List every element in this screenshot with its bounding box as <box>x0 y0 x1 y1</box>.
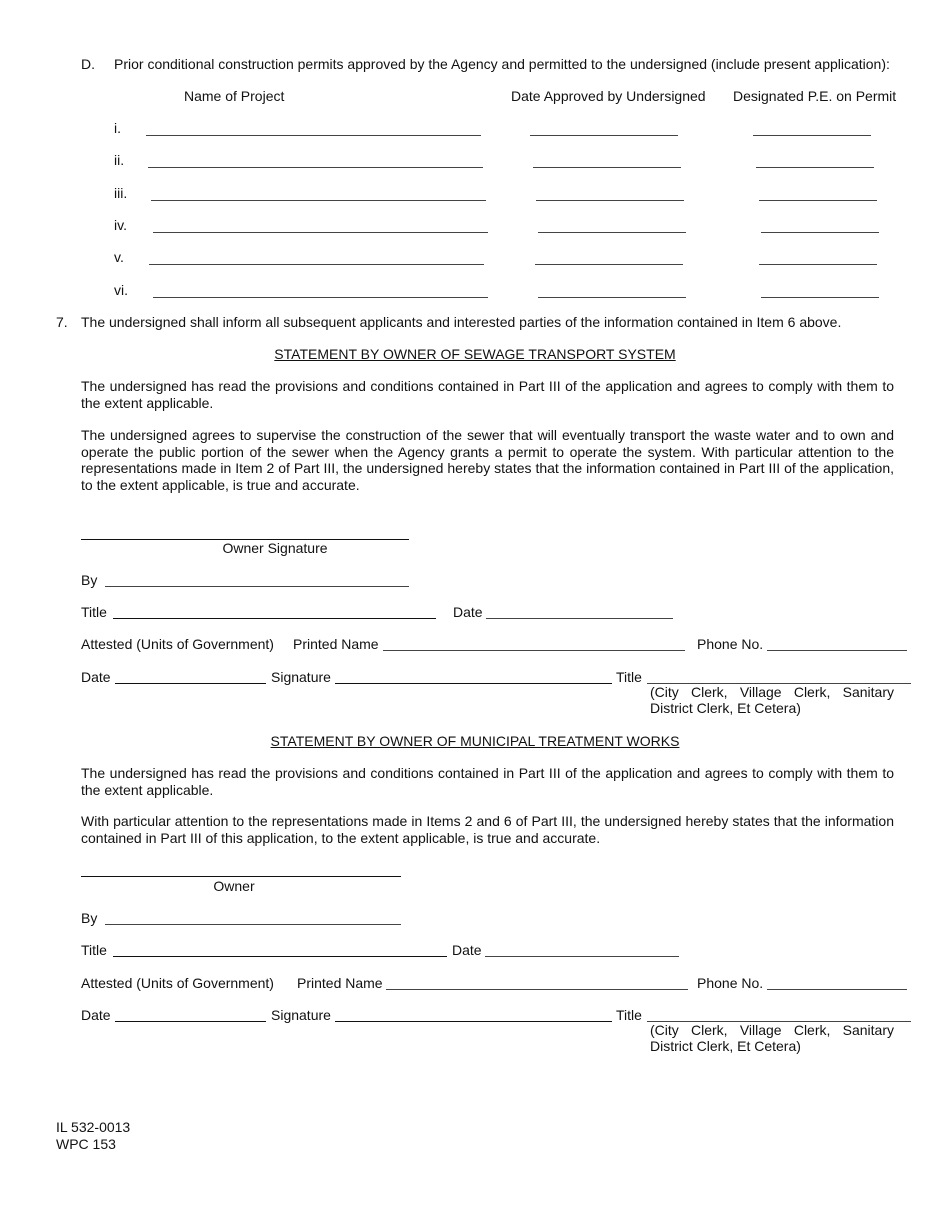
owner-line[interactable] <box>81 862 401 877</box>
phone-field[interactable] <box>767 975 907 990</box>
title-field[interactable] <box>113 942 447 957</box>
col-header-designated-pe: Designated P.E. on Permit <box>733 88 897 104</box>
title-note: (City Clerk, Village Clerk, Sanitary District Clerk, Et Cetera) <box>650 1022 894 1054</box>
project-name-field[interactable] <box>151 186 486 201</box>
signature-field[interactable] <box>335 1007 612 1022</box>
row-numeral: ii. <box>114 152 125 168</box>
form-number: IL 532-0013 <box>56 1119 131 1135</box>
date-field[interactable] <box>486 604 673 619</box>
attest-date-field[interactable] <box>115 669 266 684</box>
attest-date-field[interactable] <box>115 1007 266 1022</box>
date-label: Date <box>453 604 483 620</box>
attest-title-label: Title <box>616 669 642 685</box>
item-7-number: 7. <box>56 314 68 330</box>
sewage-paragraph-1: The undersigned has read the provisions and conditions contained in Part III of the application and agrees to comply with them to the extent applicable. <box>81 378 894 411</box>
municipal-paragraph-1: The undersigned has read the provisions and conditions contained in Part III of the application and agrees to comply with them to the extent applicable. <box>81 765 894 798</box>
designated-pe-field[interactable] <box>761 218 879 233</box>
title-field[interactable] <box>113 604 436 619</box>
designated-pe-field[interactable] <box>756 153 874 168</box>
sewage-statement-heading: STATEMENT BY OWNER OF SEWAGE TRANSPORT SYSTEM <box>274 346 676 362</box>
phone-label: Phone No. <box>697 975 764 991</box>
section-d-text: Prior conditional construction permits approved by the Agency and permitted to the undersigned (include present application): <box>114 56 890 72</box>
owner-label: Owner <box>213 878 255 894</box>
by-field[interactable] <box>105 572 409 587</box>
row-numeral: iv. <box>114 217 127 233</box>
attest-date-label: Date <box>81 669 111 685</box>
by-label: By <box>81 910 98 926</box>
col-header-date-approved: Date Approved by Undersigned <box>511 88 706 104</box>
municipal-statement-heading: STATEMENT BY OWNER OF MUNICIPAL TREATMENT WORKS <box>270 733 680 749</box>
signature-label: Signature <box>271 669 331 685</box>
by-field[interactable] <box>105 910 401 925</box>
project-name-field[interactable] <box>153 218 488 233</box>
project-name-field[interactable] <box>146 121 481 136</box>
attested-label: Attested (Units of Government) <box>81 636 274 652</box>
date-field[interactable] <box>485 942 679 957</box>
row-numeral: i. <box>114 120 121 136</box>
phone-field[interactable] <box>767 636 907 651</box>
phone-label: Phone No. <box>697 636 764 652</box>
by-label: By <box>81 572 98 588</box>
wpc-number: WPC 153 <box>56 1136 116 1152</box>
signature-field[interactable] <box>335 669 612 684</box>
row-numeral: vi. <box>114 282 128 298</box>
printed-name-field[interactable] <box>386 975 688 990</box>
designated-pe-field[interactable] <box>761 283 879 298</box>
row-numeral: v. <box>114 249 124 265</box>
designated-pe-field[interactable] <box>753 121 871 136</box>
date-approved-field[interactable] <box>533 153 681 168</box>
owner-signature-label: Owner Signature <box>222 540 328 556</box>
sewage-paragraph-2: The undersigned agrees to supervise the construction of the sewer that will eventually transport the waste water and to own and operate the public portion of the sewer when the Agency grants a permit to operate the system. With particular attention to the representations made in Item 2 of Part III, the undersigned hereby states that the information contained in Part III of the application, to the extent applicable, is true and accurate. <box>81 427 894 493</box>
attested-label: Attested (Units of Government) <box>81 975 274 991</box>
date-approved-field[interactable] <box>535 250 683 265</box>
date-label: Date <box>452 942 482 958</box>
title-label: Title <box>81 604 107 620</box>
title-note: (City Clerk, Village Clerk, Sanitary District Clerk, Et Cetera) <box>650 684 894 716</box>
row-numeral: iii. <box>114 185 128 201</box>
date-approved-field[interactable] <box>538 218 686 233</box>
date-approved-field[interactable] <box>530 121 678 136</box>
project-name-field[interactable] <box>148 153 483 168</box>
title-label: Title <box>81 942 107 958</box>
signature-label: Signature <box>271 1007 331 1023</box>
attest-date-label: Date <box>81 1007 111 1023</box>
printed-name-label: Printed Name <box>297 975 383 991</box>
attest-title-field[interactable] <box>647 1007 911 1022</box>
municipal-paragraph-2: With particular attention to the representations made in Items 2 and 6 of Part III, the undersigned hereby states that the information contained in Part III of this application, to the extent applicable, is true and accurate. <box>81 813 894 846</box>
designated-pe-field[interactable] <box>759 250 877 265</box>
date-approved-field[interactable] <box>538 283 686 298</box>
project-name-field[interactable] <box>149 250 484 265</box>
attest-title-label: Title <box>616 1007 642 1023</box>
printed-name-field[interactable] <box>383 636 685 651</box>
designated-pe-field[interactable] <box>759 186 877 201</box>
section-d-label: D. <box>81 56 95 72</box>
col-header-project: Name of Project <box>184 88 285 104</box>
date-approved-field[interactable] <box>536 186 684 201</box>
project-name-field[interactable] <box>153 283 488 298</box>
printed-name-label: Printed Name <box>293 636 379 652</box>
attest-title-field[interactable] <box>647 669 911 684</box>
item-7-text: The undersigned shall inform all subsequent applicants and interested parties of the information contained in Item 6 above. <box>81 314 842 330</box>
owner-signature-line[interactable] <box>81 525 409 540</box>
